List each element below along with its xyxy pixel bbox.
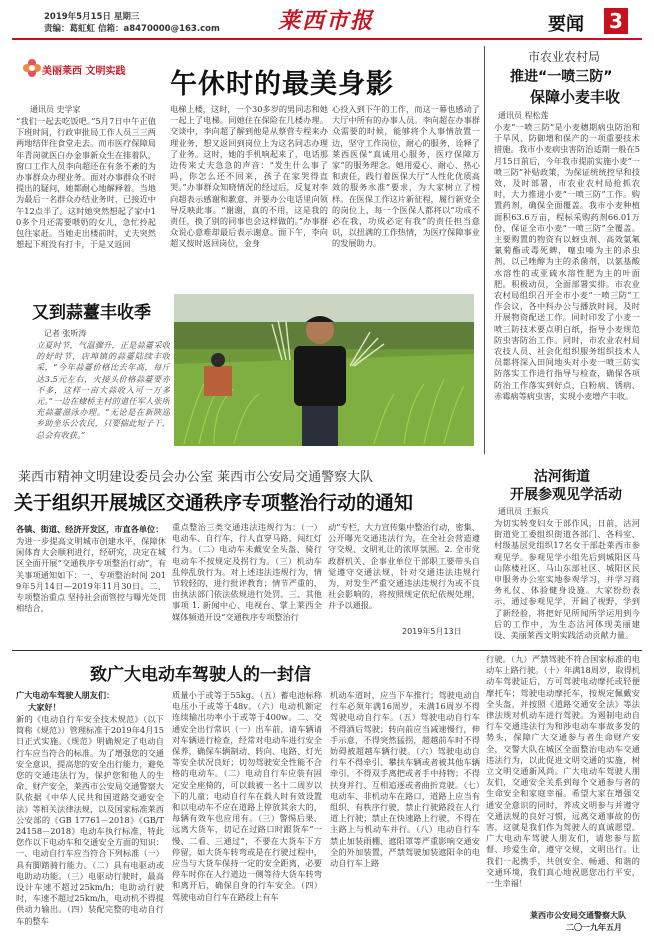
- garlic-harvest-photo: [174, 294, 474, 446]
- story5-date: 2019年5月13日: [402, 627, 462, 636]
- story6-col3: 机动车道时，应当下车推行；驾驶电动自行车必须年满16周岁，未满16周岁不得驾驶电动自行车。（五）驾驶电动自行车不得酒后驾驶；转向前应当减速慢行，伸手示意，不得突然猛拐，超越前车时不得妨碍被超越车辆行驶。（六）驾驶电动自行车不得牵引、攀扶车辆或者被其他车辆牵引，不得双手离把或者手中持物；不得扶身并行、互相追逐或者曲折竞驶。（七）电动车、非机动车在路口、道路上应当有组织、有秩序行驶，禁止行驶路段在人行道上行驶；禁止在快速路上行驶，不得在主路上与机动车并行。（八）电动自行车禁止加装雨棚、遮阳罩等严重影响交通安全的外加装置，严禁驾驶加装遮阳伞的电动自行车上路: [330, 690, 480, 869]
- story1-col3: 心投入到下午的工作，而这一幕也感动了大厅中所有的办事人员。李向超在办事群众需要的时候，能够将个人事情放置一边，坚守工作岗位，耐心的服务，诠释了莱西医保“真诚用心服务，医疗保障万家”的服务理念。她用爱心、耐心、热心和责任，践行着医保大厅“人性化优质高效的服务水准”要求，为大家树立了榜样。在医保工作这片新征程，履行新党全的岗位上，每一个医保人都将以“功成不必在我，功成必定有我”的责任担当意识，以扭满的工作热情，为医疗保障事业的发展助力。: [332, 104, 480, 249]
- story5-col3: 动”专栏，大力宣传集中整治行动，密集、公开曝光交通违法行为，在全社会营造遵守交规、文明礼让的浓厚氛围。2. 全市党政群机关、企事业单位干部职工要带头自觉遵守交通法规，针对交通违法违规行为，对发生严重交通违法违规行为或不良社会影响的，将按照规定依纪依规处理，并予以通报。: [328, 522, 480, 611]
- story6-salutation: 广大电动车驾驶人朋友们：: [16, 690, 115, 700]
- story6-col2: 质量小于或等于55kg。（五）蓄电池标称电压小于或等于48v。（六）电动机额定连续输出功率小于或等于400w。二、交通安全出行常识（一）出车前，请车辆请对车辆进行检查，经常对电动车进行安全保养，确保车辆制动、转向、电路、灯光等安全状况良好；切勿驾驶安全性能不合格的电动车。（二）电动自行车应装有固定安全座椅的，可以载被一名十二周岁以下的儿童；电动自行车在载人时有效设置和以电动车不应在道路上停放其余大的，每辆有效车也应用有。（三）警惕后果、远离大货车，切记在过路口时跟货车“一慢、二看、三通过”，不要在大货车下方停留，如大货车转弯或是在行驶过程中，应当与大货车保持一定的安全距离，必要停车时你在人行道边一侧等待大货车转弯和离开后，确保自身的行车安全。（四）驾驶电动自行车在路段上有车: [172, 690, 322, 902]
- story1-headline: 午休时的最美身影: [170, 69, 394, 100]
- story4-headline-line2: 开展参观见学活动: [510, 487, 622, 503]
- story6-signature-line2: 二〇一九年五月: [566, 923, 622, 932]
- story1-col2: 电梯上楼，这时，一个30多岁的男同志和她一起上了电梯。同她住在保险在几楼办理。交谈中，李向超了解到他是从蔡营专程来办理业务，想又返回到岗位上为这名同志办理了业务。这时，她的手机响起来了，电话那边传来丈夫急急的声音：“发生什么事了吗，你怎么还不回来，孩子在家哭得直哭。”办事群众知晓情况的经过后，反复对李向超表示感谢和歉意，并要办公电话里向领导反映此事。“谢谢，真的不用，这是我的责任，换了别的同事也会这样做的。”办事群众说心意难却最后表示谢意。面下午，李向超又按时返回岗位，金身: [170, 104, 328, 249]
- story5-salutation: 各镇、街道、经济开发区，市直各单位：: [16, 524, 164, 534]
- story1-byline: 通讯员 史学家: [30, 105, 81, 114]
- page-number-badge: [604, 8, 628, 34]
- story3-headline-line2: 保障小麦丰收: [530, 88, 621, 106]
- story6-col4: 行驶。（九）严禁驾驶不符合国家标准的电动车上路行驶。（十）年满18周岁，取得机动车驾驶证后，方可驾驶电动摩托或轻便摩托车；驾驶电动摩托车，按规定佩戴安全头盔，并按照《道路交通安全法》等法律法规对机动车进行驾驶。为遏制电动自行车交通违法行为和涉电动车事故多发的势头，保障广大交通参与者生命财产安全，交警大队在城区全面整治电动车交通违法行为，以此促进文明交通的实施，树立文明交通新风尚。广大电动车驾驶人朋友们，交通安全关系到每个交通参与者的生命安全和家庭幸福。希望大家在增强交通安全意识的同时，养成文明参与并遵守交通法规的良好习惯，远离交通事故的伤害，这就是我们作为驾驶人的真诚愿望。广大电动车驾驶人朋友们，请您参与监督、珍爱生命，遵守交规，文明出行。让我们一起携手，共创安全、畅通、和谐的交通环境，我们真心地祝愿您出行平安，一生幸福！: [486, 654, 640, 889]
- column-badge-label: 美丽莱西 文明实践: [42, 66, 126, 77]
- story2-caption: 立夏时节，气温骤升，正是蒜薹采收的好时节，店埠镇的蒜薹陆续丰收采，“今年蒜薹价格比去年高，每斤达3.5元左右，火接头价格蒜薹要亦不多，这样一亩大蒜收入可一万多元。”一边在棣桥主村的道任军人张所充蒜薹滋泳办理。“无论是在新陕巡乡助坐乐公农民，只要揣此短子干，总会有收获。”: [36, 340, 170, 440]
- story5-headline: 关于组织开展城区交通秩序专项整治行动的通知: [14, 492, 414, 514]
- section-title: 要闻: [548, 14, 584, 35]
- editor-line: 责编：葛虹虹 信箱：a8470000@163.com: [44, 24, 220, 34]
- story5-col2: 重点整治三类交通违法违规行为：（一）电动车、自行车，行人直穿马路，闯红灯行为。（二）电动车未戴安全头盔、骑行电动车不按规定及拐行为。（三）机动车乱停乱放行为。对上述违法违规行为，情节较轻的，进行批评教育；情节严重的，由执法部门依法依规进行处罚。三、其他事项 1. 新闻中心、电视台、掌上莱西全媒体频道开设“交通秩序专项整治行: [172, 522, 322, 622]
- story6-signature-line1: 莱西市公安局交通警察大队: [530, 911, 626, 920]
- story2-byline: 记者 张听涛: [44, 329, 87, 338]
- story5-issuer: 莱西市精神文明建设委员会办公室 莱西市公安局交通警察大队: [18, 470, 374, 485]
- story6-col1: 新的《电动自行车安全技术规范》（以下简称《规范》）管理标准于2019年4月15日正式实施。《规范》明确规定了电动自行车应当符合的标准。为了增强您的交通安全意识，提高您的安全出行能力，避免您的交通违法行为，保护您和他人的生命、财产安全，莱西市公安局交通警察大队依据《中华人民共和国道路交通安全法》等相关法律法规，以及国家标准莱西公安部的《GB 17761－2018》《GB/T 24158－2018》电动车执行标准，特此您作以下电动车和交通安全方面的知识：一、电动自行车应当符合下列标准（一）具有脚踏骑行能力。（二）具有电驱动或电助动功能。（三）电驱动行驶时，最高设计车速不超过25km/h；电助动行驶时，车速不超过25km/h，电动机不得提供动力输出。（四）装配完整的电动自行车的整车: [16, 714, 164, 926]
- story4-byline: 通讯员 王振兵: [498, 507, 549, 516]
- masthead: [0, 0, 654, 40]
- story4-body: 为切实转变妇女干部作风，日前，沽河街道党工委组织街道各部门、各科室、村级基层党组织17名女干部赴莱西市参观见学。参观见学小组先后到城阳区马山陈楼社区、马山东部社区、城阳区民申服务办公室实地参观学习，并学习商务礼仪、体验健身设施。大家纷纷表示，通过参观见学，开阔了视野，学到了新经验，将把好见所闻所学运用到今后的工作中，为生态沽河体现美丽建设、美丽莱西文明实践活动贡献力量。: [494, 518, 640, 641]
- story1-col1: “我们一起去吃饭吧。”5月7日中午正值下班时间，行政审批局工作人员三三两两地结伴往食堂走去。而市医疗保障局年青岗就医白办金事新众生在排着队，窗口工作人员李向超还在有条不紊的为办事群众办理业务。面对办事群众不时提出的疑问，她都耐心地解释着。当地为最后一名群众办结业务时，已接近中午12点半了。这时她突然想起了家中10多个月还需要喂奶的女儿，急忙拎起包往家赶。当她走出楼前时，丈夫突然想起下班没有打卡，于是又返回: [16, 116, 156, 250]
- story5-col1: 为进一步提高文明城市创建水平，保障休闲体育大会顺利进行，经研究，决定在城区全面开展“交通秩序专项整治行动”，有关事项通知如下：一、专项整治时间 2019年5月14日—2019年11月30日。二、专项整治重点 坚持社会面管控与曝光处罚相结合，: [16, 536, 166, 614]
- column-badge: [22, 58, 150, 82]
- date-line: 2019年5月15日 星期三: [44, 12, 140, 22]
- paper-name: 莱西市报: [277, 8, 374, 34]
- column-divider: [484, 46, 485, 454]
- page-number: 3: [609, 9, 623, 33]
- story6-greeting: 大家好！: [28, 702, 61, 712]
- story3-byline: 通讯员 程松莲: [498, 111, 549, 120]
- story4-headline-line1: 沽河街道: [534, 469, 590, 485]
- story3-kicker: 市农业农村局: [528, 50, 601, 64]
- masthead-rule: [12, 38, 642, 40]
- story3-headline-line1: 推进“一喷三防”: [510, 69, 613, 85]
- story6-headline: 致广大电动车驾驶人的一封信: [90, 665, 311, 685]
- garlic-harvest-illustration: [174, 294, 474, 446]
- story3-body: 小麦“一喷三防”是小麦穗期病虫防治和于旱风、防御增和保产的一项重要技术措施。我市小麦病虫害防治适期一般在5月15日前后，今年我市提前实施小麦“一喷三防”补贴政策，为保证统统控早和技效，及时部署，市农业农村局抢抓农时，大力推进小麦“一喷三防”工作。购置药剂，确保全面覆盖。我市小麦种植面积63.6万亩，程标采购药剂66.01万份，保证全市小麦“一喷三防”全覆盖。主要购置的物资有以蚜虫剂、高效氯氟氰菊酯或毒死蜱，噻虫嗪为主的杀虫剂，以己唑醇为主的杀菌剂，以氨基酸水溶性的或亚硫水溶性肥为主的叶面肥。积极动员，全面部署实排。市农业农村局组织召开全市小麦“一喷三防”工作会议，各中科办公与播放时间，及时开展物资配送工作。同时印发了小麦一喷三防技术要点明白纸，指导小麦规范防虫害防治工作。同时，市农业农村局农技人员、社会化组织服务组织技术人员都将深入田间地头对小麦一喷三防实防落实工作进行指导与检查，确保各项防治工作落实到好点、白粉病、锈病、赤霉病等病虫害，实现小麦增产丰收。: [494, 122, 640, 401]
- flower-icon: [22, 58, 42, 78]
- story2-headline: 又到蒜薹丰收季: [32, 303, 151, 323]
- section-rule: [12, 650, 642, 651]
